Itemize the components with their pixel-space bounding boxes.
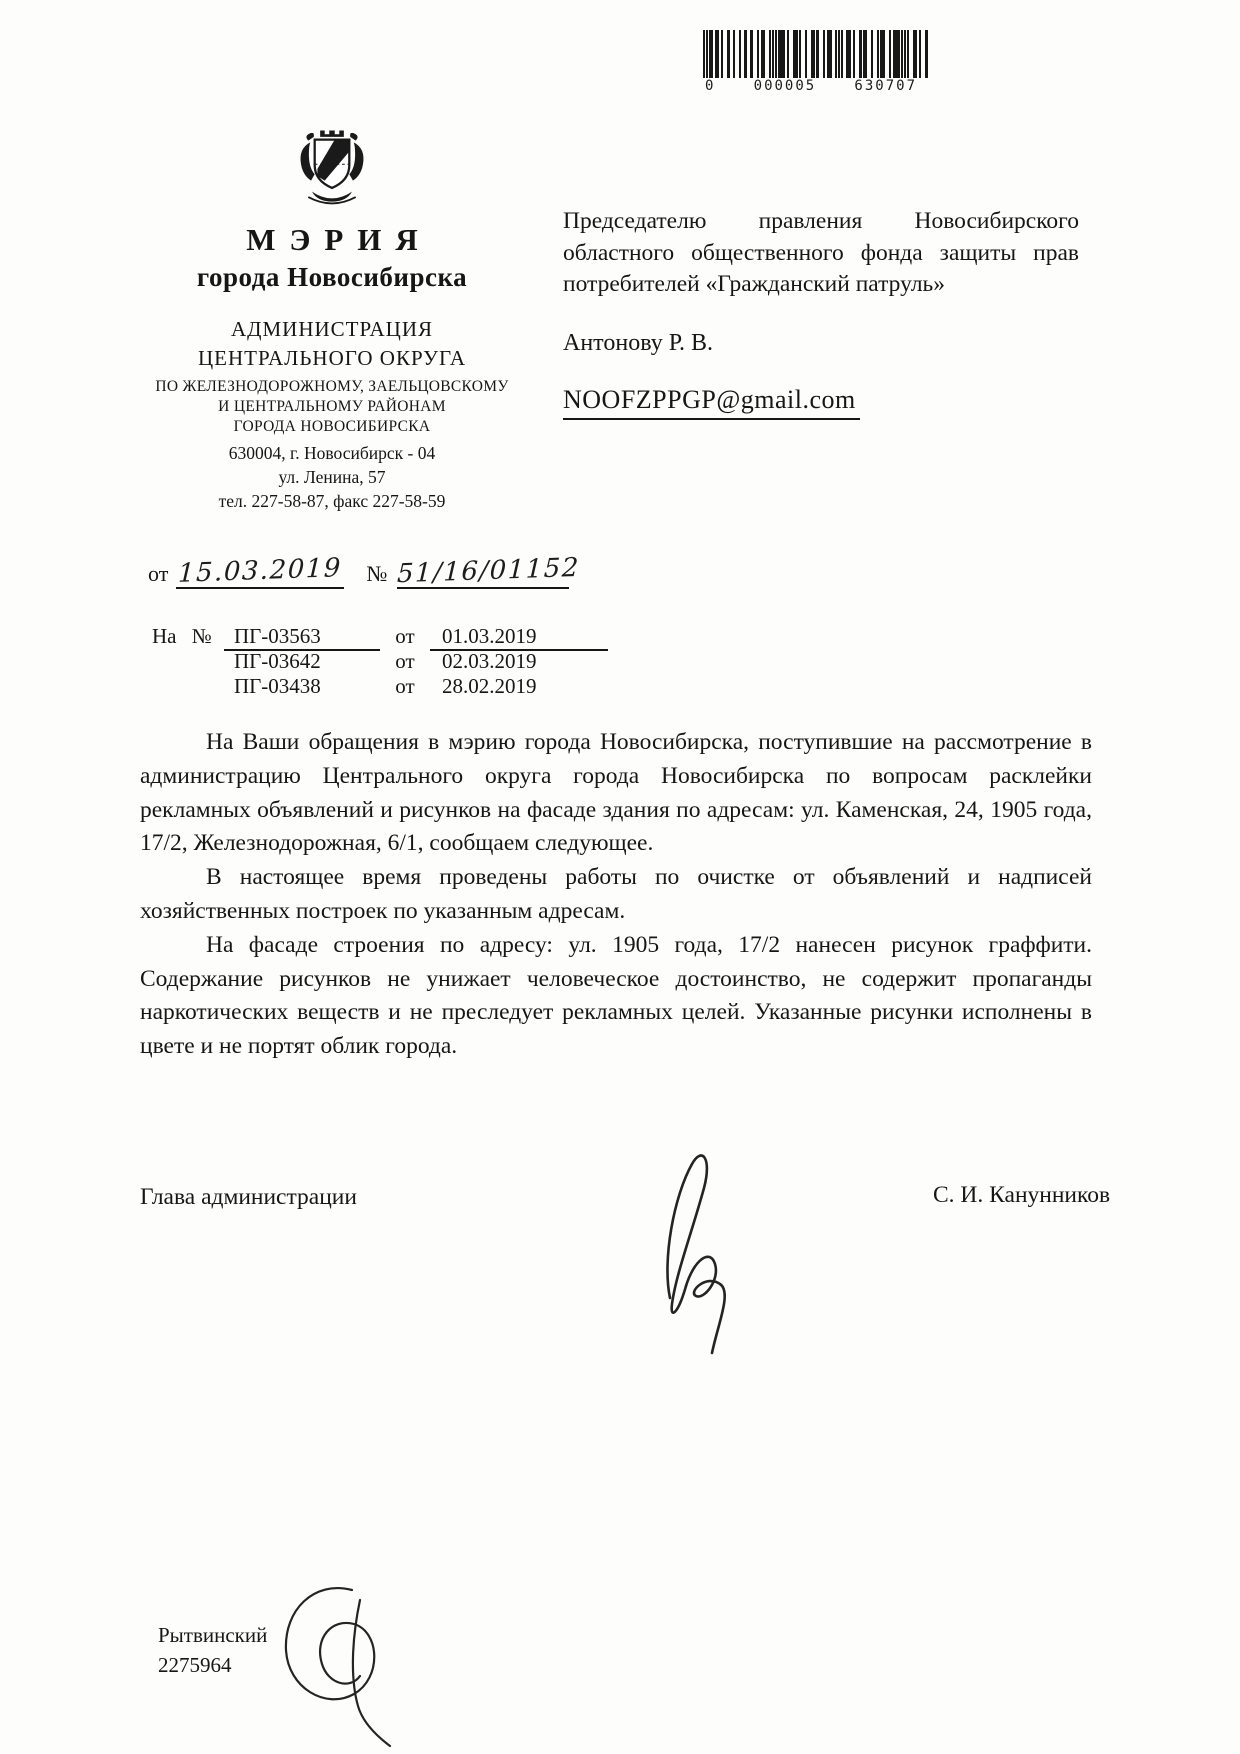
ref-date: 02.03.2019 <box>442 649 537 673</box>
ref-number: ПГ-03642 <box>234 649 321 673</box>
ref-from-label: от <box>395 674 415 698</box>
reference-row <box>152 674 608 699</box>
signatory-title: Глава администрации <box>140 1184 357 1210</box>
reg-number-value: 51/16/01152 <box>396 552 581 590</box>
dept-line2: ЦЕНТРАЛЬНОГО ОКРУГА <box>197 346 467 370</box>
executor-phone: 2275964 <box>158 1653 232 1677</box>
signatory-name: С. И. Канунников <box>933 1182 1111 1208</box>
dept-line5: ГОРОДА НОВОСИБИРСКА <box>233 418 431 435</box>
dept-line1: АДМИНИСТРАЦИЯ <box>231 317 433 341</box>
reference-row <box>152 649 608 674</box>
address-line1: 630004, г. Новосибирск - 04 <box>228 443 436 463</box>
ref-date: 28.02.2019 <box>442 674 537 698</box>
body-paragraph-3: На фасаде строения по адресу: ул. 1905 года, 17/2 нанесен рисунок граффити. Содержание рисунков не унижает человеческое достоинство, не содержит пропаганды наркотических веществ и не преследует рекламных целей. Указанные рисунки исполнены в цвете и не портят облик города. <box>140 931 1092 1060</box>
body-paragraph-1: На Ваши обращения в мэрию города Новосибирска, поступившие на рассмотрение в администрацию Центрального округа города Новосибирска по вопросам расклейки рекламных объявлений и рисунков на фасаде здания по адресам: ул. Каменская, 24, 1905 года, 17/2, Железнодорожная, 6/1, сообщаем следующее. <box>140 729 1092 857</box>
recipient-position: Председателю правления Новосибирского областного общественного фонда защиты прав потребителей «Гражданский патруль» <box>563 208 1079 297</box>
registration-barcode <box>703 30 933 94</box>
registration-line <box>148 552 581 590</box>
org-name-line1: МЭРИЯ <box>246 222 432 257</box>
reg-number-label: № <box>366 561 388 586</box>
executor-scribble-icon <box>256 1578 436 1750</box>
barcode-digits <box>705 78 917 94</box>
reg-date-value: 15.03.2019 <box>177 553 343 589</box>
barcode-digit-left: 0 <box>705 78 716 94</box>
executor-name: Рытвинский <box>158 1623 268 1647</box>
ref-from-label: от <box>395 649 415 673</box>
recipient-email: NOOFZPPGP@gmail.com <box>563 385 860 420</box>
barcode-icon <box>703 30 931 78</box>
ref-number: ПГ-03438 <box>234 674 321 698</box>
ref-number: ПГ-03563 <box>224 624 380 651</box>
recipient-name: Антонову Р. В. <box>563 330 714 356</box>
barcode-digit-group2: 630707 <box>854 78 917 94</box>
dept-line3: ПО ЖЕЛЕЗНОДОРОЖНОМУ, ЗАЕЛЬЦОВСКОМУ <box>155 378 509 395</box>
refs-label: На № <box>152 624 212 648</box>
incoming-references <box>152 624 608 699</box>
org-name-line2: города Новосибирска <box>196 262 468 292</box>
dept-line4: И ЦЕНТРАЛЬНОМУ РАЙОНАМ <box>218 398 446 415</box>
reg-number-field <box>396 552 581 590</box>
executor-block <box>158 1620 267 1680</box>
handwritten-signature-icon <box>618 1148 778 1358</box>
address-line2: ул. Ленина, 57 <box>278 467 386 487</box>
barcode-digit-group1: 000005 <box>753 78 817 94</box>
reg-date-field <box>176 553 344 589</box>
novosibirsk-coat-of-arms-icon <box>286 126 378 208</box>
ref-date: 01.03.2019 <box>430 624 608 651</box>
body-paragraph-2: В настоящее время проведены работы по очистке от объявлений и надписей хозяйственных построек по указанным адресам. <box>140 864 1092 924</box>
letter-body <box>140 726 1092 1064</box>
reference-row <box>152 624 608 649</box>
letterhead <box>138 126 526 512</box>
reg-from-label: от <box>148 561 169 586</box>
ref-from-label: от <box>395 624 415 648</box>
address-line3: тел. 227-58-87, факс 227-58-59 <box>218 491 446 511</box>
